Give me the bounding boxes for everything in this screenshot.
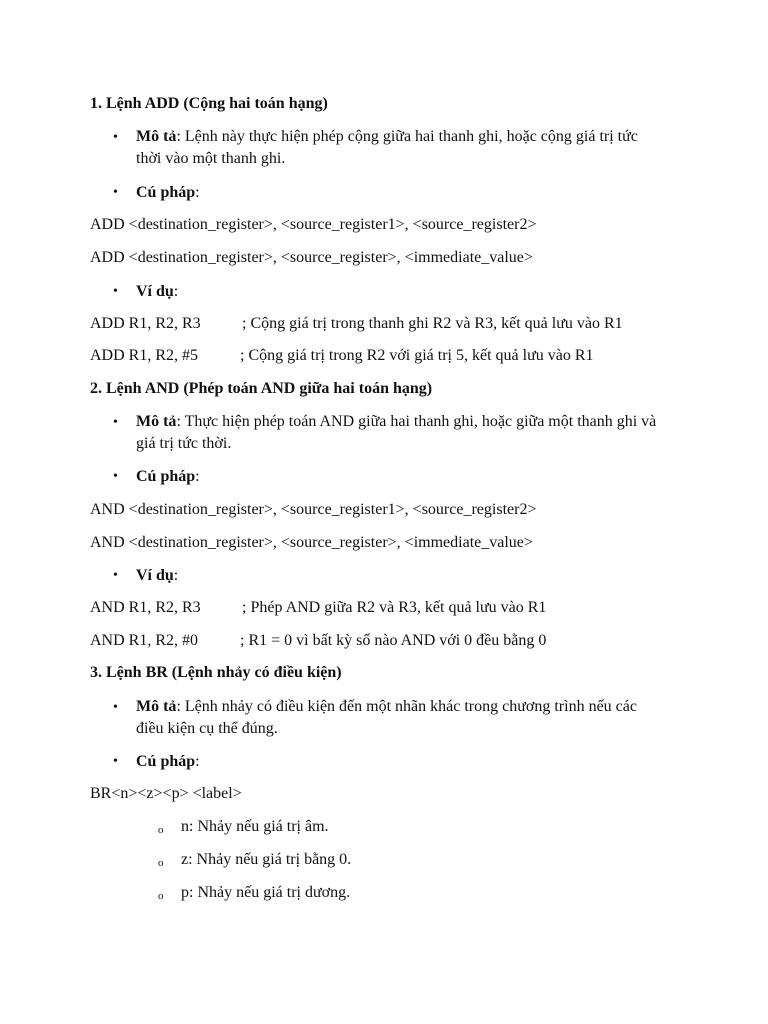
section-heading-br: 3. Lệnh BR (Lệnh nhảy có điều kiện) [90,664,342,681]
bullet: • [113,284,118,299]
bullet: • [113,754,118,769]
sub-bullet: o [158,824,164,836]
syntax-colon: : [195,184,200,201]
section-heading-and: 2. Lệnh AND (Phép toán AND giữa hai toán hạng) [90,380,433,397]
description-text: : Lệnh này thực hiện phép cộng giữa hai thanh ghi, hoặc cộng giá trị tức thời vào một thanh ghi. [136,128,638,167]
add-example-label [136,281,666,303]
section-heading-add: 1. Lệnh ADD (Cộng hai toán hạng) [90,95,328,112]
and-description [136,411,666,455]
br-condition-p: p: Nhảy nếu giá trị dương. [181,884,351,901]
and-syntax-line-1: AND <destination_register>, <source_register1>, <source_register2> [90,501,537,518]
br-syntax-label [136,751,666,773]
sub-bullet: o [158,890,164,902]
and-example-1-code: AND R1, R2, R3 [90,599,201,616]
sub-bullet: o [158,857,164,869]
br-description [136,696,666,740]
example-label: Ví dụ [136,283,174,300]
example-colon: : [173,283,179,300]
example-label: Ví dụ [136,567,174,584]
add-example-2-comment: ; Cộng giá trị trong R2 với giá trị 5, kết quả lưu vào R1 [240,347,594,364]
description-text: : Thực hiện phép toán AND giữa hai thanh ghi, hoặc giữa một thanh ghi và giá trị tức thời. [136,413,657,452]
syntax-colon: : [195,468,200,485]
syntax-label: Cú pháp [136,468,196,485]
and-example-label [136,565,666,587]
and-syntax-label [136,466,666,488]
add-example-1-code: ADD R1, R2, R3 [90,315,201,332]
add-description [136,126,666,170]
add-syntax-label [136,182,666,204]
description-label: Mô tả [136,128,177,145]
syntax-colon: : [195,753,200,770]
and-syntax-line-2: AND <destination_register>, <source_register>, <immediate_value> [90,534,533,551]
description-text: : Lệnh nhảy có điều kiện đến một nhãn khác trong chương trình nếu các điều kiện cụ thể đúng. [136,698,637,737]
add-syntax-line-2: ADD <destination_register>, <source_register>, <immediate_value> [90,249,533,266]
bullet: • [113,185,118,200]
description-label: Mô tả [136,698,177,715]
add-example-1-comment: ; Cộng giá trị trong thanh ghi R2 và R3, kết quả lưu vào R1 [242,315,623,332]
and-example-1-comment: ; Phép AND giữa R2 và R3, kết quả lưu vào R1 [242,599,547,616]
br-syntax-line-1: BR<n><z><p> <label> [90,785,242,802]
bullet: • [113,568,118,583]
br-condition-n: n: Nhảy nếu giá trị âm. [181,818,329,835]
bullet: • [113,130,118,145]
add-syntax-line-1: ADD <destination_register>, <source_register1>, <source_register2> [90,216,537,233]
example-colon: : [173,567,179,584]
and-example-2-comment: ; R1 = 0 vì bất kỳ số nào AND với 0 đều bằng 0 [240,632,547,649]
bullet: • [113,415,118,430]
br-condition-z: z: Nhảy nếu giá trị bằng 0. [181,851,352,868]
add-example-2-code: ADD R1, R2, #5 [90,347,199,364]
bullet: • [113,700,118,715]
syntax-label: Cú pháp [136,753,196,770]
bullet: • [113,469,118,484]
description-label: Mô tả [136,413,177,430]
syntax-label: Cú pháp [136,184,196,201]
and-example-2-code: AND R1, R2, #0 [90,632,199,649]
